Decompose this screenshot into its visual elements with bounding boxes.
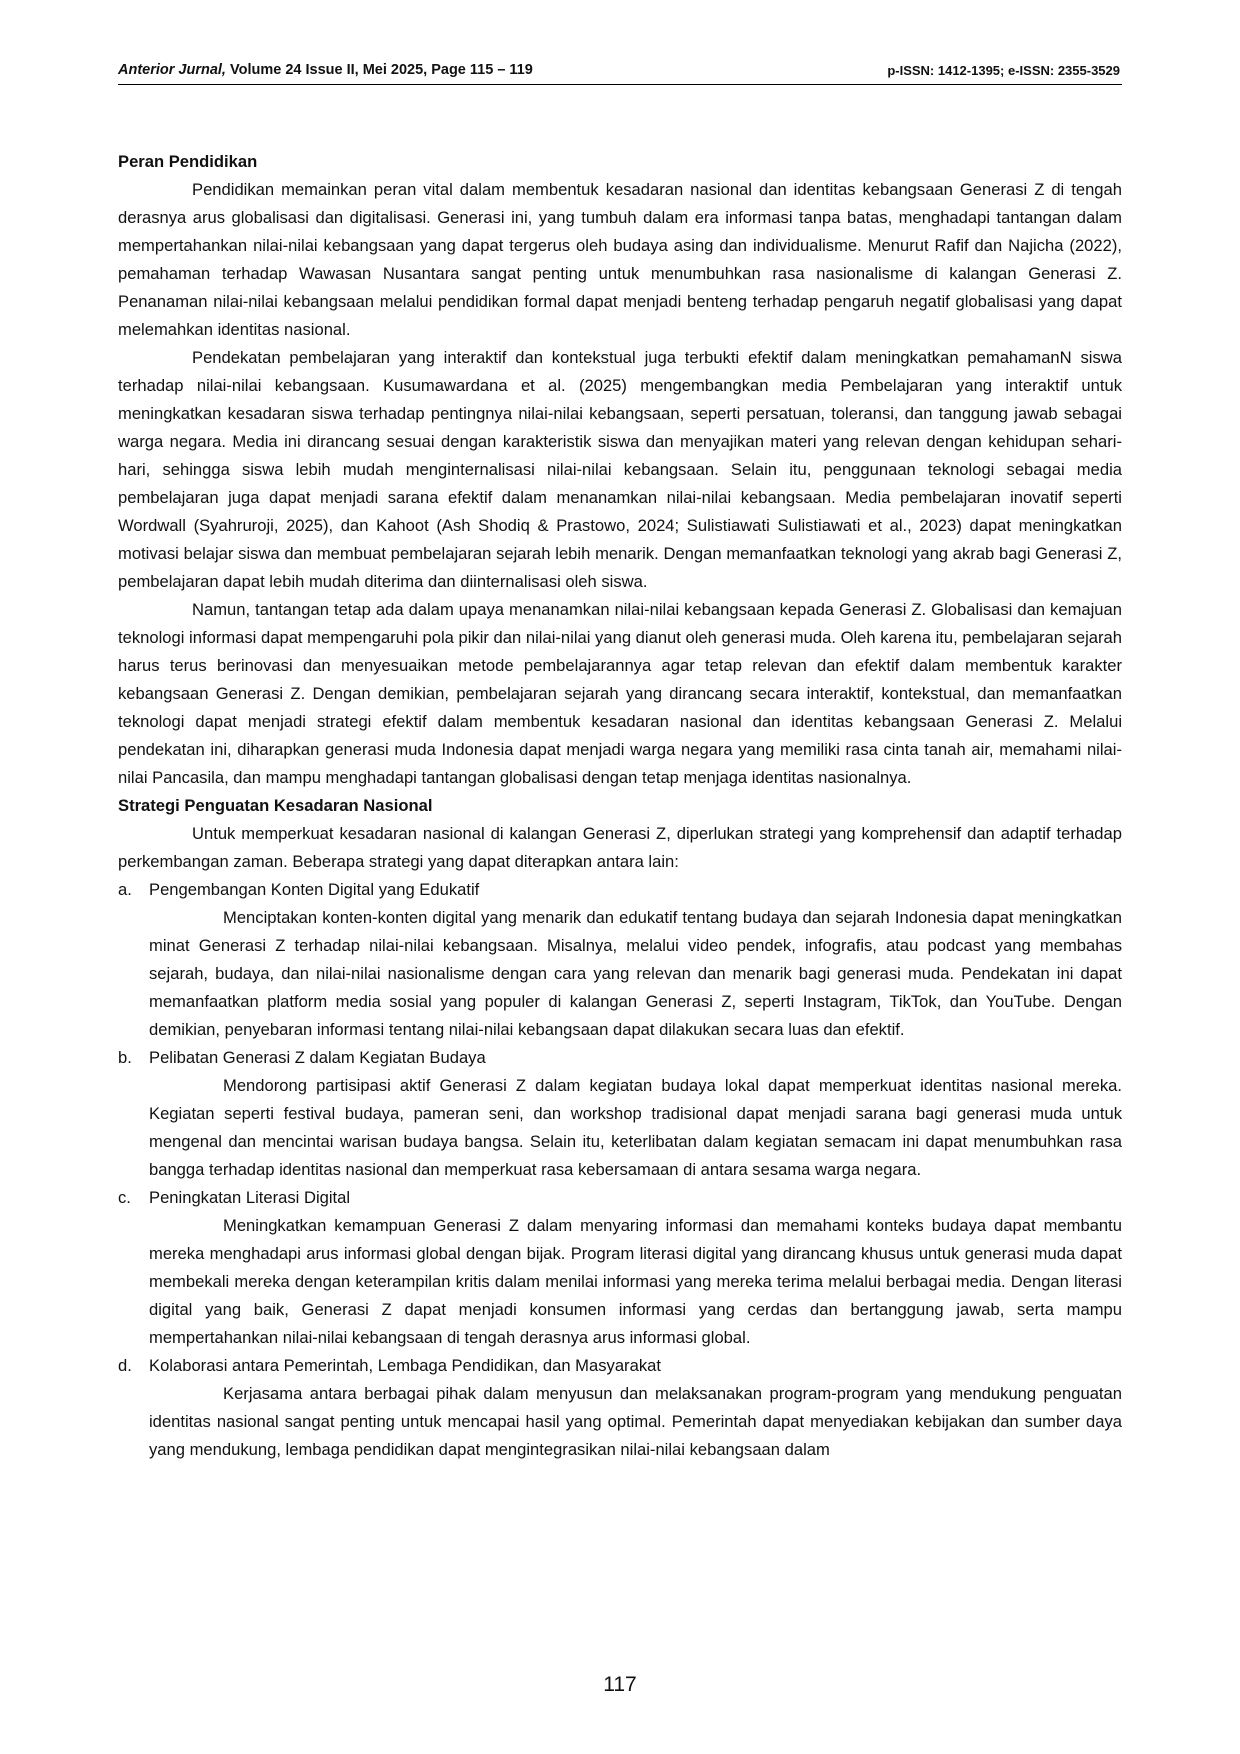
strategy-list (118, 876, 1122, 1464)
list-item-title (118, 1184, 1122, 1212)
paragraph: Pendekatan pembelajaran yang interaktif dan kontekstual juga terbukti efektif dalam meningkatkan pemahamanN siswa terhadap nilai-nilai kebangsaan. Kusumawardana et al. (2025) mengembangkan media Pembelajaran yang interaktif untuk meningkatkan kesadaran siswa terhadap pentingnya nilai-nilai kebangsaan, seperti persatuan, toleransi, dan tanggung jawab sebagai warga negara. Media ini dirancang sesuai dengan karakteristik siswa dan menyajikan materi yang relevan dengan kehidupan sehari-hari, sehingga siswa lebih mudah menginternalisasi nilai-nilai kebangsaan. Selain itu, penggunaan teknologi sebagai media pembelajaran juga dapat menjadi sarana efektif dalam menanamkan nilai-nilai kebangsaan. Media pembelajaran inovatif seperti Wordwall (Syahruroji, 2025), dan Kahoot (Ash Shodiq & Prastowo, 2024; Sulistiawati Sulistiawati et al., 2023) dapat meningkatkan motivasi belajar siswa dan membuat pembelajaran sejarah lebih menarik. Dengan memanfaatkan teknologi yang akrab bagi Generasi Z, pembelajaran dapat lebih mudah diterima dan diinternalisasi oleh siswa. (118, 348, 1122, 591)
issn-info: p-ISSN: 1412-1395; e-ISSN: 2355-3529 (887, 63, 1120, 78)
section-heading-peran-pendidikan: Peran Pendidikan (118, 152, 258, 171)
list-item-title-text: Kolaborasi antara Pemerintah, Lembaga Pendidikan, dan Masyarakat (149, 1356, 661, 1375)
list-marker: d. (118, 1356, 132, 1375)
list-item-body: Meningkatkan kemampuan Generasi Z dalam menyaring informasi dan memahami konteks budaya dapat membantu mereka menghadapi arus informasi global dengan bijak. Program literasi digital yang dirancang khusus untuk generasi muda dapat membekali mereka dengan keterampilan kritis dalam menilai informasi yang mereka terima melalui berbagai media. Dengan literasi digital yang baik, Generasi Z dapat menjadi konsumen informasi yang cerdas dan bertanggung jawab, serta mampu mempertahankan nilai-nilai kebangsaan di tengah derasnya arus informasi global. (149, 1216, 1122, 1347)
list-item-title (118, 1352, 1122, 1380)
list-item-body: Kerjasama antara berbagai pihak dalam menyusun dan melaksanakan program-program yang mendukung penguatan identitas nasional sangat penting untuk mencapai hasil yang optimal. Pemerintah dapat menyediakan kebijakan dan sumber daya yang mendukung, lembaga pendidikan dapat mengintegrasikan nilai-nilai kebangsaan dalam (149, 1384, 1122, 1459)
list-item-title-text: Pengembangan Konten Digital yang Edukatif (149, 880, 480, 899)
paragraph: Untuk memperkuat kesadaran nasional di kalangan Generasi Z, diperlukan strategi yang komprehensif dan adaptif terhadap perkembangan zaman. Beberapa strategi yang dapat diterapkan antara lain: (118, 824, 1122, 871)
list-item-title-text: Peningkatan Literasi Digital (149, 1188, 351, 1207)
paragraph: Pendidikan memainkan peran vital dalam membentuk kesadaran nasional dan identitas kebangsaan Generasi Z di tengah derasnya arus globalisasi dan digitalisasi. Generasi ini, yang tumbuh dalam era informasi tanpa batas, menghadapi tantangan dalam mempertahankan nilai-nilai kebangsaan yang dapat tergerus oleh budaya asing dan individualisme. Menurut Rafif dan Najicha (2022), pemahaman terhadap Wawasan Nusantara sangat penting untuk menumbuhkan rasa nasionalisme di kalangan Generasi Z. Penanaman nilai-nilai kebangsaan melalui pendidikan formal dapat menjadi benteng terhadap pengaruh negatif globalisasi yang dapat melemahkan identitas nasional. (118, 180, 1122, 339)
list-item-body: Mendorong partisipasi aktif Generasi Z dalam kegiatan budaya lokal dapat memperkuat identitas nasional mereka. Kegiatan seperti festival budaya, pameran seni, dan workshop tradisional dapat menjadi sarana bagi generasi muda untuk mengenal dan mencintai warisan budaya bangsa. Selain itu, keterlibatan dalam kegiatan semacam ini dapat menumbuhkan rasa bangga terhadap identitas nasional dan memperkuat rasa kebersamaan di antara sesama warga negara. (149, 1076, 1122, 1179)
list-marker: b. (118, 1048, 132, 1067)
paragraph: Namun, tantangan tetap ada dalam upaya menanamkan nilai-nilai kebangsaan kepada Generasi Z. Globalisasi dan kemajuan teknologi informasi dapat mempengaruhi pola pikir dan nilai-nilai yang dianut oleh generasi muda. Oleh karena itu, pembelajaran sejarah harus terus berinovasi dan menyesuaikan metode pembelajarannya agar tetap relevan dan efektif dalam membentuk karakter kebangsaan Generasi Z. Dengan demikian, pembelajaran sejarah yang dirancang secara interaktif, kontekstual, dan memanfaatkan teknologi dapat menjadi strategi efektif dalam membentuk kesadaran nasional dan identitas kebangsaan Generasi Z. Melalui pendekatan ini, diharapkan generasi muda Indonesia dapat menjadi warga negara yang memiliki rasa cinta tanah air, memahami nilai-nilai Pancasila, dan mampu menghadapi tantangan globalisasi dengan tetap menjaga identitas nasionalnya. (118, 600, 1122, 787)
running-header (118, 60, 1122, 85)
page-body (118, 148, 1122, 1464)
list-item-title (118, 1044, 1122, 1072)
journal-citation (118, 62, 533, 78)
list-item-title-text: Pelibatan Generasi Z dalam Kegiatan Budaya (149, 1048, 486, 1067)
section-heading-strategi: Strategi Penguatan Kesadaran Nasional (118, 796, 433, 815)
page-number: 117 (603, 1673, 637, 1696)
volume-info: Volume 24 Issue II, Mei 2025, Page 115 – 119 (225, 62, 533, 78)
list-item-body: Menciptakan konten-konten digital yang menarik dan edukatif tentang budaya dan sejarah Indonesia dapat meningkatkan minat Generasi Z terhadap nilai-nilai kebangsaan. Misalnya, melalui video pendek, infografis, atau podcast yang membahas sejarah, budaya, dan nilai-nilai nasionalisme dengan cara yang relevan dan menarik bagi generasi muda. Pendekatan ini dapat memanfaatkan platform media sosial yang populer di kalangan Generasi Z, seperti Instagram, TikTok, dan YouTube. Dengan demikian, penyebaran informasi tentang nilai-nilai kebangsaan dapat dilakukan secara luas dan efektif. (149, 908, 1122, 1039)
list-marker: a. (118, 880, 132, 899)
list-item-title (118, 876, 1122, 904)
journal-name: Anterior Jurnal, (118, 62, 226, 78)
list-marker: c. (118, 1188, 131, 1207)
